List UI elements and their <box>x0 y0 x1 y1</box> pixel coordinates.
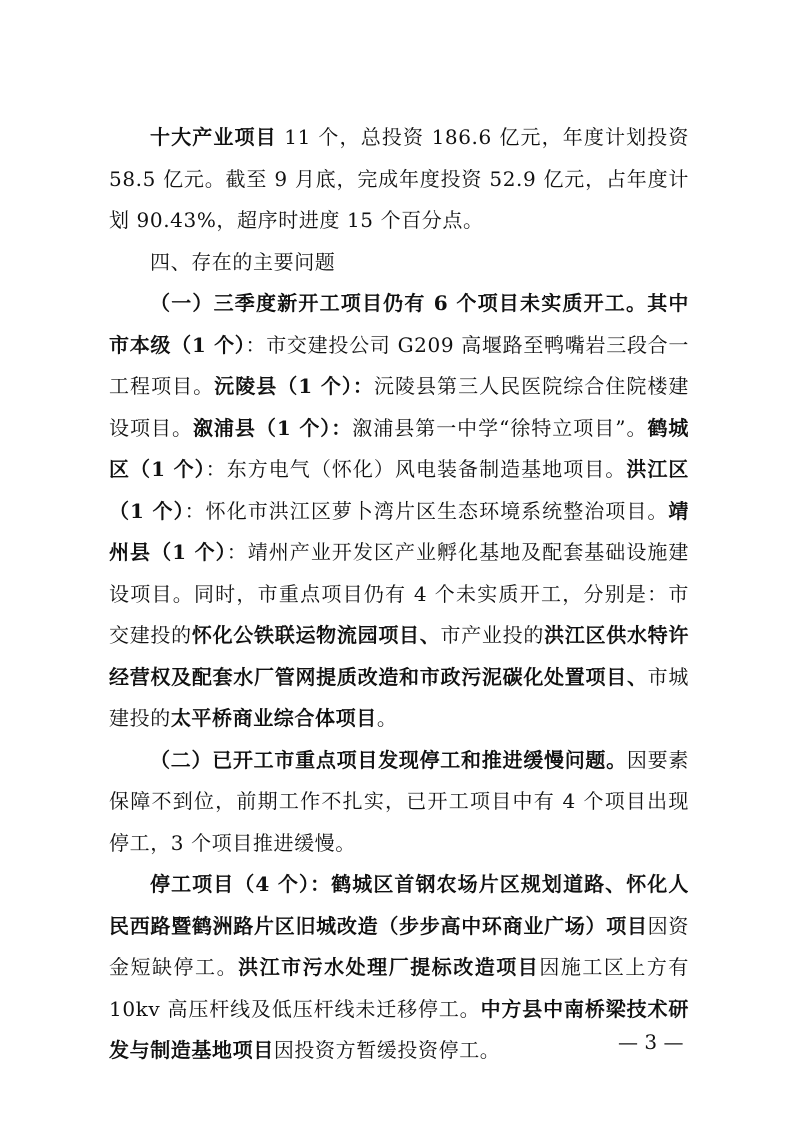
section-heading-main-problems <box>109 242 689 284</box>
text-run: 靖州县（1 个） <box>109 498 689 564</box>
text-run: 溆浦县（1 个）： <box>192 415 353 440</box>
text-run: ：靖州产业开发区产业孵化基地及配套基础设施建设项目。同时，市重点项目仍有 4 个未实质开工，分别是：市交建投的 <box>109 540 689 647</box>
text-run: 因施工区上方有 10kv 高压杆线及低压杆线未迁移停工。 <box>109 955 690 1021</box>
paragraph-industry-projects <box>109 117 689 242</box>
text-run: 。 <box>376 706 398 730</box>
text-run: 因投资方暂缓投资停工。 <box>273 1038 501 1062</box>
text-run: 中方县中南桥梁技术研发与制造基地项目 <box>109 996 689 1062</box>
text-run: ：东方电气（怀化）风电装备制造基地项目。 <box>205 457 627 481</box>
text-run: （二）已开工市重点项目发现停工和推进缓慢问题。 <box>150 747 627 772</box>
paragraph-stopped-projects <box>109 864 689 1072</box>
text-run: 因资金短缺停工。 <box>109 913 689 979</box>
text-run: 四、存在的主要问题 <box>150 249 336 274</box>
text-run: 怀化公铁联运物流园项目、 <box>191 623 441 647</box>
text-run: 太平桥商业综合体项目 <box>170 706 377 730</box>
text-run: 因要素保障不到位，前期工作不扎实，已开工项目中有 4 个项目出现停工，3 个项目推进缓慢。 <box>109 747 689 855</box>
text-run: ：市交建投公司 G209 高堰路至鸭嘴岩三段合一工程项目。 <box>109 332 689 398</box>
text-run: 沅陵县第三人民医院综合住院楼建设项目。 <box>109 374 690 440</box>
text-run: 洪江区（1 个） <box>109 457 689 523</box>
text-run: 鹤城区（1 个） <box>109 415 690 481</box>
text-run: 洪江市污水处理厂提标改造项目 <box>238 955 540 979</box>
paragraph-stalled-projects-summary <box>109 740 689 865</box>
text-run: 洪江区供水特许经营权及配套水厂管网提质改造和市政污泥碳化处置项目、 <box>109 623 690 689</box>
text-run: 十大产业项目 <box>150 125 277 149</box>
text-run: （一）三季度新开工项目仍有 6 个项目未实质开工。其中市本级（1 个） <box>109 291 689 357</box>
document-body <box>109 117 689 1072</box>
page-number: — 3 — <box>618 1030 684 1054</box>
paragraph-not-started-projects <box>109 283 689 740</box>
text-run: ：怀化市洪江区萝卜湾片区生态环境系统整治项目。 <box>184 498 669 523</box>
text-run: 沅陵县（1 个）： <box>214 374 374 398</box>
text-run: 市城建投的 <box>109 664 689 730</box>
text-run: 溆浦县第一中学“徐特立项目”。 <box>352 415 648 440</box>
text-run: 市产业投的 <box>440 623 545 647</box>
text-run: 11 个，总投资 186.6 亿元，年度计划投资 58.5 亿元。截至 9 月底，完成年度投资 52.9 亿元，占年度计划 90.43%，超序时进度 15 个百分点。 <box>109 125 689 232</box>
text-run: 停工项目（4 个）：鹤城区首钢农场片区规划道路、怀化人民西路暨鹤洲路片区旧城改造（步步高中环商业广场）项目 <box>109 872 689 938</box>
